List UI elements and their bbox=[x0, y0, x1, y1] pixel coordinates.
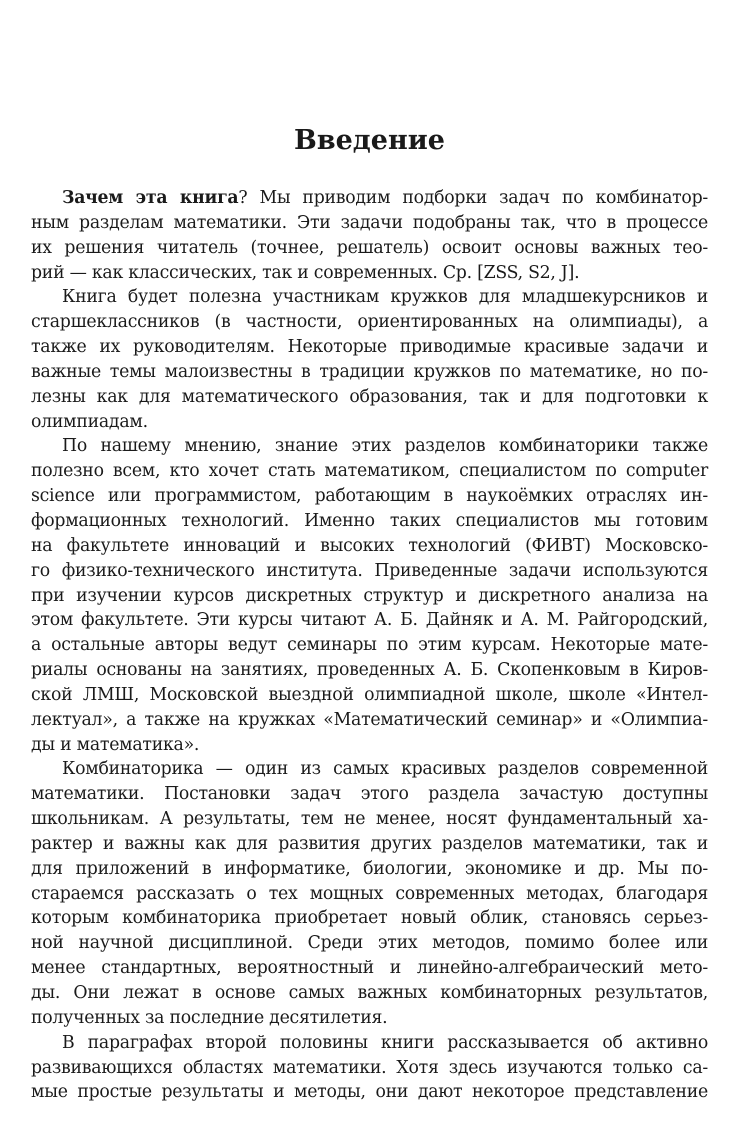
text-line: По нашему мнению, знание этих разделов комбинаторики также bbox=[62, 436, 708, 457]
text-line: для приложений в информатике, биологии, экономике и др. Мы по- bbox=[31, 858, 708, 879]
text-line: важные темы малоизвестны в традиции кружков по математике, но по- bbox=[31, 361, 708, 382]
text-line: ды и математика». bbox=[31, 734, 200, 755]
text-line: рий — как классических, так и современных. Ср. [ZSS, S2, J]. bbox=[31, 262, 580, 283]
paragraph-lead: Зачем эта книга bbox=[62, 188, 239, 208]
text-line: Комбинаторика — один из самых красивых разделов современной bbox=[62, 759, 708, 780]
text-line: лезны как для математического образования, так и для подготовки к bbox=[31, 386, 708, 407]
paragraph-combinatorics bbox=[31, 757, 708, 1030]
text-line: школьникам. А результаты, тем не менее, носят фундаментальный ха- bbox=[31, 809, 708, 830]
text-line: старшеклассников (в частности, ориентированных на олимпиады), а bbox=[31, 312, 708, 333]
text-line: менее стандартных, вероятностный и линейно-алгебраический мето- bbox=[31, 958, 708, 979]
paragraph-why-this-book bbox=[31, 186, 708, 285]
text-line: стараемся рассказать о тех мощных современных методах, благодаря bbox=[31, 883, 708, 904]
text-line: также их руководителям. Некоторые приводимые красивые задачи и bbox=[31, 337, 708, 358]
text-line: ской ЛМШ, Московской выездной олимпиадной школе, школе «Интел- bbox=[31, 684, 708, 705]
page-title: Введение bbox=[294, 125, 445, 156]
text-line: science или программистом, работающим в наукоёмких отраслях ин- bbox=[31, 486, 708, 507]
text-line: олимпиадам. bbox=[31, 411, 148, 432]
text-line: полезно всем, кто хочет стать математиком, специалистом по computer bbox=[31, 461, 708, 482]
text-line: Книга будет полезна участникам кружков для младшекурсников и bbox=[62, 287, 708, 308]
text-line: на факультете инноваций и высоких технологий (ФИВТ) Московско- bbox=[31, 535, 708, 556]
text-line: риалы основаны на занятиях, проведенных А. Б. Скопенковым в Киров- bbox=[31, 660, 708, 681]
text-line: ным разделам математики. Эти задачи подобраны так, что в процессе bbox=[31, 212, 708, 233]
text-line: математики. Постановки задач этого раздела зачастую доступны bbox=[31, 784, 708, 805]
text-line: их решения читатель (точнее, решатель) освоит основы важных тео- bbox=[31, 237, 708, 258]
body-text bbox=[31, 186, 708, 1105]
text-line: ной научной дисциплиной. Среди этих методов, помимо более или bbox=[31, 933, 708, 954]
text-line: В параграфах второй половины книги рассказывается об активно bbox=[62, 1032, 708, 1053]
text-line: полученных за последние десятилетия. bbox=[31, 1007, 388, 1028]
text-line: лектуал», а также на кружках «Математический семинар» и «Олимпиа- bbox=[31, 709, 708, 730]
paragraph-usefulness bbox=[31, 434, 708, 757]
paragraph-second-half bbox=[31, 1031, 708, 1106]
text-line: а остальные авторы ведут семинары по этим курсам. Некоторые мате- bbox=[31, 635, 708, 656]
text-line: го физико-технического института. Приведенные задачи используются bbox=[31, 560, 708, 581]
paragraph-audience bbox=[31, 285, 708, 434]
text-line: мые простые результаты и методы, они дают некоторое представление bbox=[31, 1082, 708, 1103]
text-line: ды. Они лежат в основе самых важных комбинаторных результатов, bbox=[31, 983, 708, 1003]
text-line: этом факультете. Эти курсы читают А. Б. Дайняк и А. М. Райгородский, bbox=[31, 610, 708, 631]
text-line: развивающихся областях математики. Хотя здесь изучаются только са- bbox=[31, 1057, 708, 1078]
text-line: которым комбинаторика приобретает новый облик, становясь серьез- bbox=[31, 908, 708, 929]
text-line: при изучении курсов дискретных структур и дискретного анализа на bbox=[31, 585, 708, 606]
text-line bbox=[31, 186, 708, 211]
text-line: формационных технологий. Именно таких специалистов мы готовим bbox=[31, 510, 708, 531]
line-text: ? Мы приводим подборки задач по комбинатор- bbox=[238, 188, 708, 208]
text-line: рактер и важны как для развития других разделов математики, так и bbox=[31, 833, 708, 854]
